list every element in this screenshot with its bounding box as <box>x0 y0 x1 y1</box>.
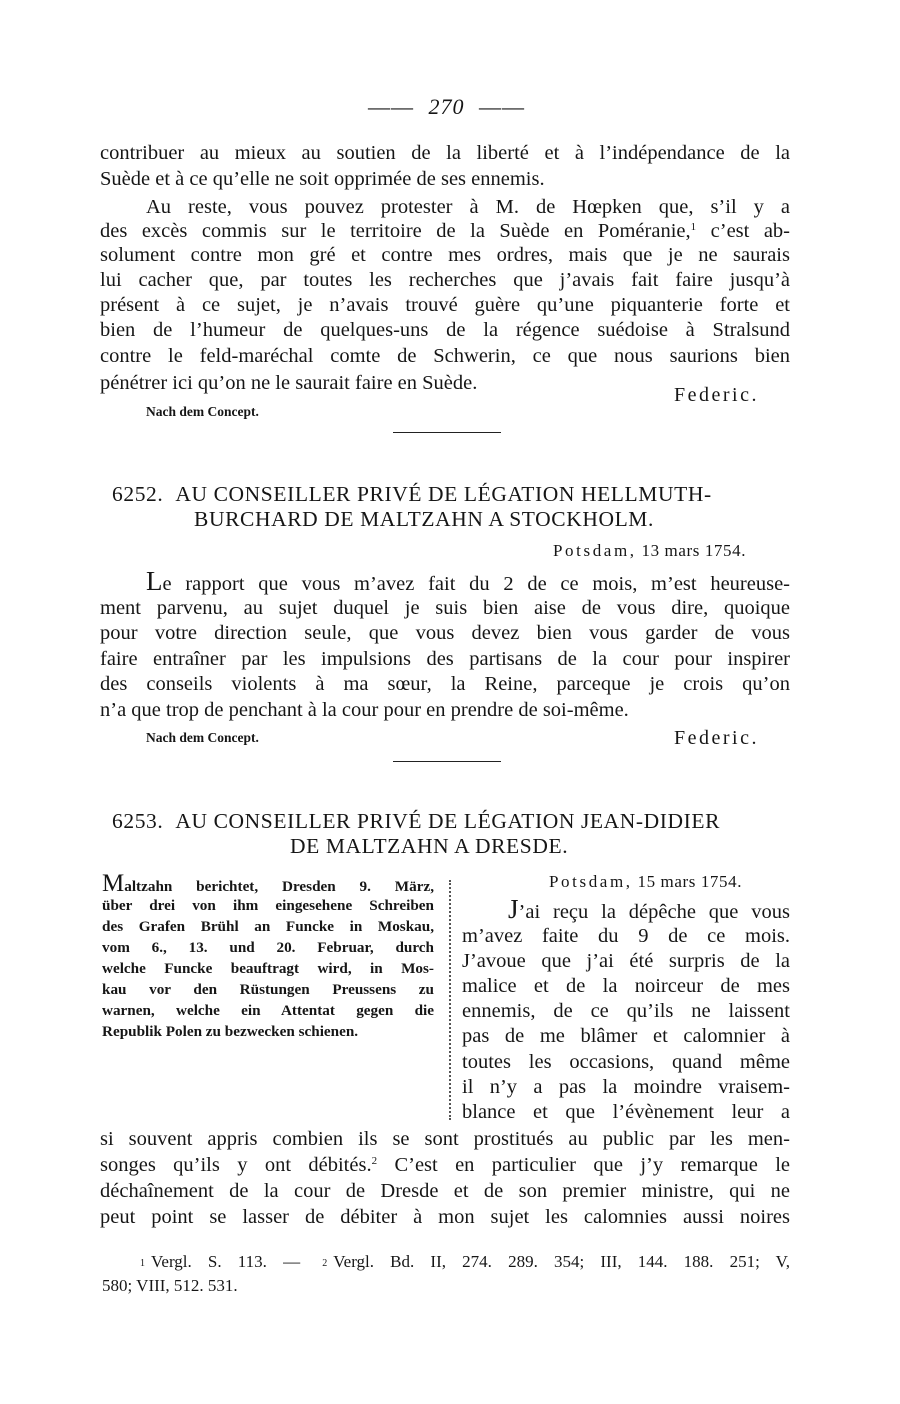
footnote-line: 580; VIII, 512. 531. <box>102 1276 238 1295</box>
signature: Federic. <box>674 727 759 749</box>
page-number: 270 <box>428 94 465 119</box>
text-line: ment parvenu, au sujet duquel je suis bien aise de vous dire, quoique <box>100 597 790 619</box>
letter-heading <box>112 481 712 507</box>
text-line: bien de l’humeur de quelques-uns de la régence suédoise à Stralsund <box>100 319 790 341</box>
summary-line: warnen, welche ein Attentat gegen die <box>102 1002 434 1019</box>
summary-line: über drei von ihm eingesehene Schreiben <box>102 897 434 914</box>
place-date <box>553 541 746 561</box>
summary-line: des Grafen Brühl an Funcke in Moskau, <box>102 918 434 935</box>
text-line <box>100 1152 790 1178</box>
text-line: lui cacher que, par toutes les recherches que j’avais fait faire jusqu’à <box>100 269 790 291</box>
text-line: si souvent appris combien ils se sont prostitués au public par les men- <box>100 1128 790 1150</box>
text-line: malice et de la noirceur de mes <box>462 975 790 997</box>
summary-drop-cap: M <box>102 870 125 897</box>
footnote-ref-1: 1 <box>690 221 697 233</box>
text-line <box>100 218 790 244</box>
text-fragment: altzahn berichtet, Dresden 9. März, <box>124 878 434 895</box>
section-divider <box>393 432 501 433</box>
text-line: pas de me blâmer et calomnier à <box>462 1025 790 1047</box>
text-line: contre le feld-maréchal comte de Schwerin, ce que nous saurions bien <box>100 345 790 367</box>
text-line: faire entraîner par les impulsions des partisans de la cour pour inspirer <box>100 648 790 670</box>
text-line: J’avoue que j’ai été surpris de la <box>462 950 790 972</box>
summary-line: vom 6., 13. und 20. Februar, durch <box>102 939 434 956</box>
text-line <box>146 568 790 594</box>
text-line: Au reste, vous pouvez protester à M. de Hœpken que, s’il y a <box>146 196 790 218</box>
text-fragment: C’est en particulier que j’y remarque le <box>394 1154 790 1176</box>
text-line: déchaînement de la cour de Dresde et de son premier ministre, qui ne <box>100 1180 790 1202</box>
source-note: Nach dem Concept. <box>146 404 259 419</box>
text-line: des conseils violents à ma sœur, la Reine, parceque je crois qu’on <box>100 673 790 695</box>
footnote-text: Vergl. S. 113. — <box>151 1252 301 1271</box>
date: 13 mars 1754. <box>641 541 747 560</box>
text-fragment: songes qu’ils y ont débités. <box>100 1154 372 1176</box>
footnote-mark: 2 <box>322 1258 328 1269</box>
text-line: solument contre mon gré et contre mes ordres, mais que je ne saurais <box>100 244 790 266</box>
footnote-ref-2: 2 <box>371 1155 378 1167</box>
header-dash-right: —— <box>479 94 525 119</box>
place: Potsdam, <box>553 541 637 560</box>
column-separator <box>449 880 451 1120</box>
drop-cap: L <box>146 566 163 596</box>
text-fragment: e rapport que vous m’avez fait du 2 de ce mois, m’est heureuse- <box>162 573 790 595</box>
text-line: contribuer au mieux au soutien de la liberté et à l’indépendance de la <box>100 142 790 164</box>
summary-line: kau vor den Rüstungen Preussens zu <box>102 981 434 998</box>
heading-line-2: DE MALTZAHN A DRESDE. <box>290 834 569 858</box>
signature: Federic. <box>674 384 759 406</box>
heading-line-1: AU CONSEILLER PRIVÉ DE LÉGATION JEAN-DIDIER <box>175 809 721 833</box>
text-line: n’a que trop de penchant à la cour pour en prendre de soi-même. <box>100 699 629 721</box>
text-line: Suède et à ce qu’elle ne soit opprimée de ses ennemis. <box>100 168 545 190</box>
text-fragment: ’ai reçu la dépêche que vous <box>518 901 790 923</box>
summary-line: Republik Polen zu bezwecken schienen. <box>102 1023 359 1040</box>
text-line: blance et que l’évènement leur a <box>462 1101 790 1123</box>
letter-heading <box>112 808 720 834</box>
heading-line-1: AU CONSEILLER PRIVÉ DE LÉGATION HELLMUTH- <box>175 482 712 506</box>
letter-number: 6252. <box>112 482 164 506</box>
text-fragment: des excès commis sur le territoire de la Suède en Poméranie, <box>100 220 691 242</box>
page-header <box>368 94 525 120</box>
footnote-mark: 1 <box>140 1258 145 1269</box>
footnote-text: Vergl. Bd. II, 274. 289. 354; III, 144. 188. 251; V, <box>333 1252 791 1271</box>
section-divider <box>393 761 501 762</box>
text-line <box>508 896 790 922</box>
summary-line: welche Funcke beauftragt wird, in Mos- <box>102 960 434 977</box>
summary-line <box>102 870 434 897</box>
text-line: présent à ce sujet, je n’avais trouvé guère qu’une piquanterie forte et <box>100 294 790 316</box>
text-line: peut point se lasser de débiter à mon sujet les calomnies aussi noires <box>100 1206 790 1228</box>
text-line: toutes les occasions, quand même <box>462 1051 790 1073</box>
place-date <box>549 872 742 892</box>
text-fragment: c’est ab- <box>710 220 791 242</box>
source-note: Nach dem Concept. <box>146 730 259 745</box>
letter-number: 6253. <box>112 809 164 833</box>
place: Potsdam, <box>549 872 633 891</box>
text-line: il n’y a pas la moindre vraisem- <box>462 1076 790 1098</box>
date: 15 mars 1754. <box>637 872 743 891</box>
text-line: pour votre direction seule, que vous devez bien vous garder de vous <box>100 622 790 644</box>
text-line: pénétrer ici qu’on ne le saurait faire en Suède. <box>100 372 478 394</box>
text-line: m’avez faite du 9 de ce mois. <box>462 925 790 947</box>
heading-line-2: BURCHARD DE MALTZAHN A STOCKHOLM. <box>194 507 655 531</box>
header-dash-left: —— <box>368 94 414 119</box>
drop-cap: J <box>508 894 519 924</box>
text-line: ennemis, de ce qu’ils ne laissent <box>462 1000 790 1022</box>
